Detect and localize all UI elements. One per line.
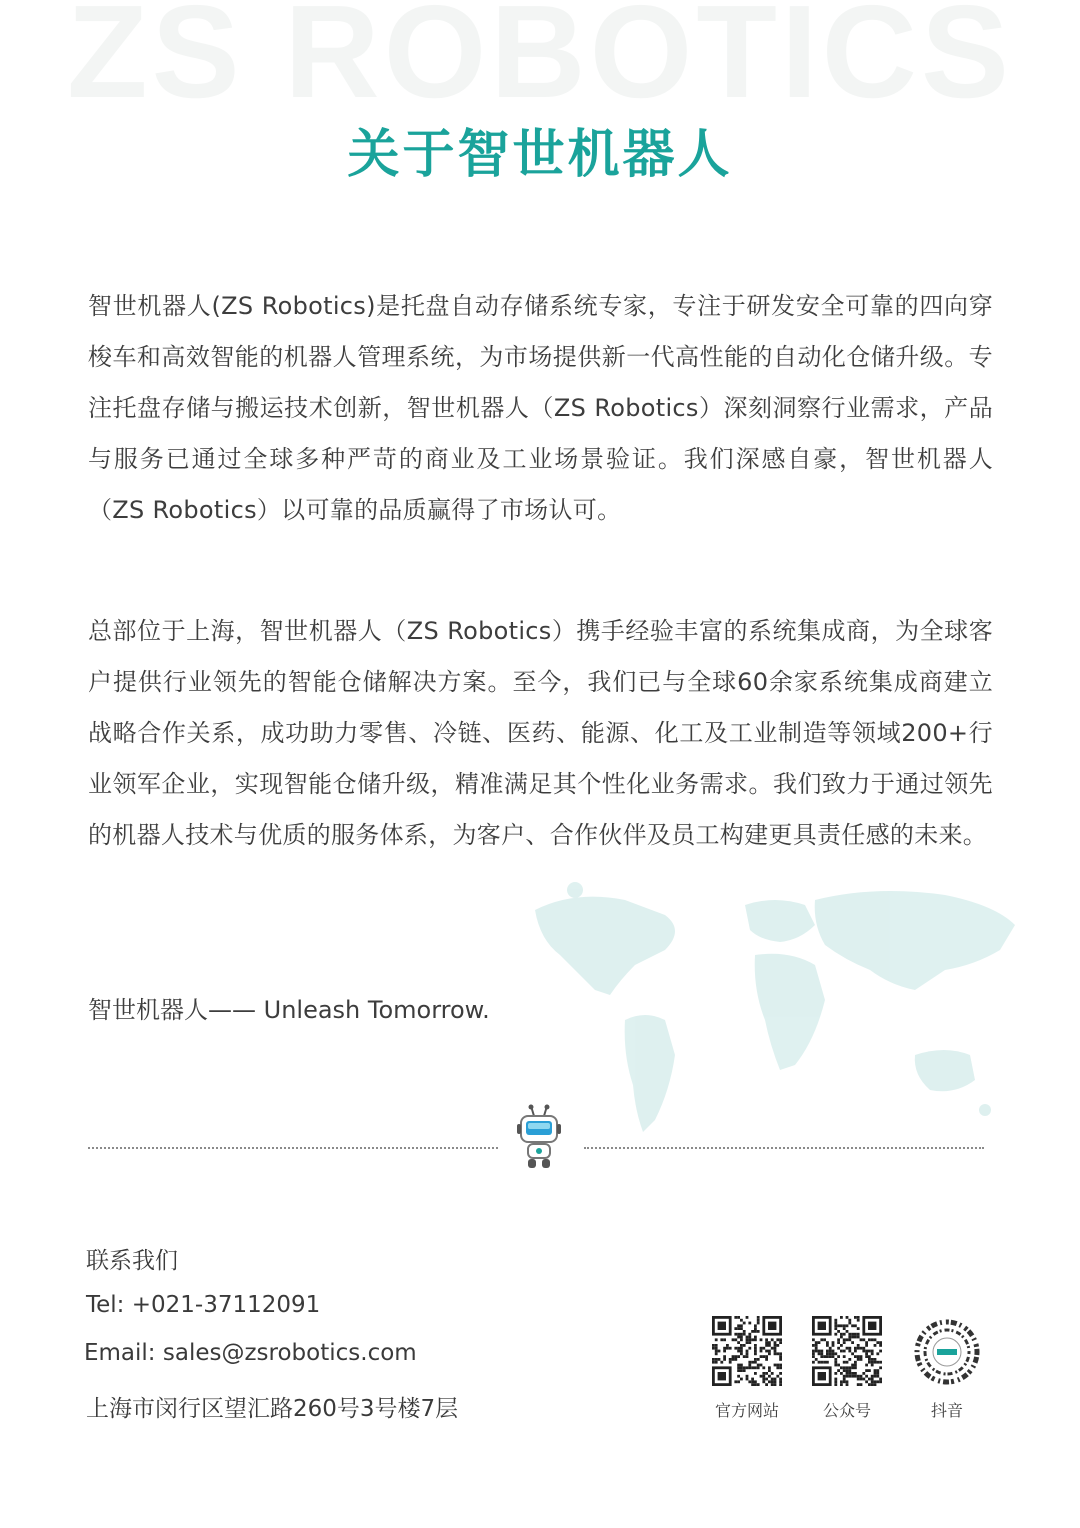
contact-tel: Tel: +021-37112091 [86, 1292, 321, 1318]
world-map-icon [515, 870, 1035, 1170]
watermark-text: ZS ROBOTICS [66, 0, 1014, 125]
qr-label-wechat: 公众号 [822, 1401, 871, 1420]
website-qr-code-icon[interactable] [712, 1316, 782, 1386]
contact-address: 上海市闵行区望汇路260号3号楼7层 [86, 1396, 459, 1422]
divider-right [584, 1147, 984, 1149]
headquarters-paragraph: 总部位于上海，智世机器人（ZS Robotics）携手经验丰富的系统集成商，为全球客户提供行业领先的智能仓储解决方案。至今，我们已与全球60余家系统集成商建立战略合作关系，成功助力零售、冷链、医药、能源、化工及工业制造等领域200+行业领军企业，实现智能仓储升级，精准满足其个性化业务需求。我们致力于通过领先的机器人技术与优质的服务体系，为客户、合作伙伴及员工构建更具责任感的未来。 [88, 617, 993, 849]
page-title: 关于智世机器人 [347, 125, 733, 185]
contact-email: Email: sales@zsrobotics.com [84, 1340, 417, 1366]
qr-label-douyin: 抖音 [930, 1401, 963, 1420]
robot-mascot-icon [514, 1104, 564, 1170]
intro-paragraph: 智世机器人(ZS Robotics)是托盘自动存储系统专家，专注于研发安全可靠的四向穿梭车和高效智能的机器人管理系统，为市场提供新一代高性能的自动化仓储升级。专注托盘存储与搬运技术创新，智世机器人（ZS Robotics）深刻洞察行业需求，产品与服务已通过全球多种严苛的商业及工业场景验证。我们深感自豪，智世机器人（ZS Robotics）以可靠的品质赢得了市场认可。 [88, 292, 993, 524]
wechat-qr-code-icon[interactable] [812, 1316, 882, 1386]
divider-left [88, 1147, 498, 1149]
qr-label-website: 官方网站 [714, 1401, 779, 1420]
slogan: 智世机器人—— Unleash Tomorrow. [88, 996, 490, 1024]
douyin-code-icon[interactable] [913, 1318, 981, 1386]
contact-heading: 联系我们 [86, 1248, 178, 1274]
